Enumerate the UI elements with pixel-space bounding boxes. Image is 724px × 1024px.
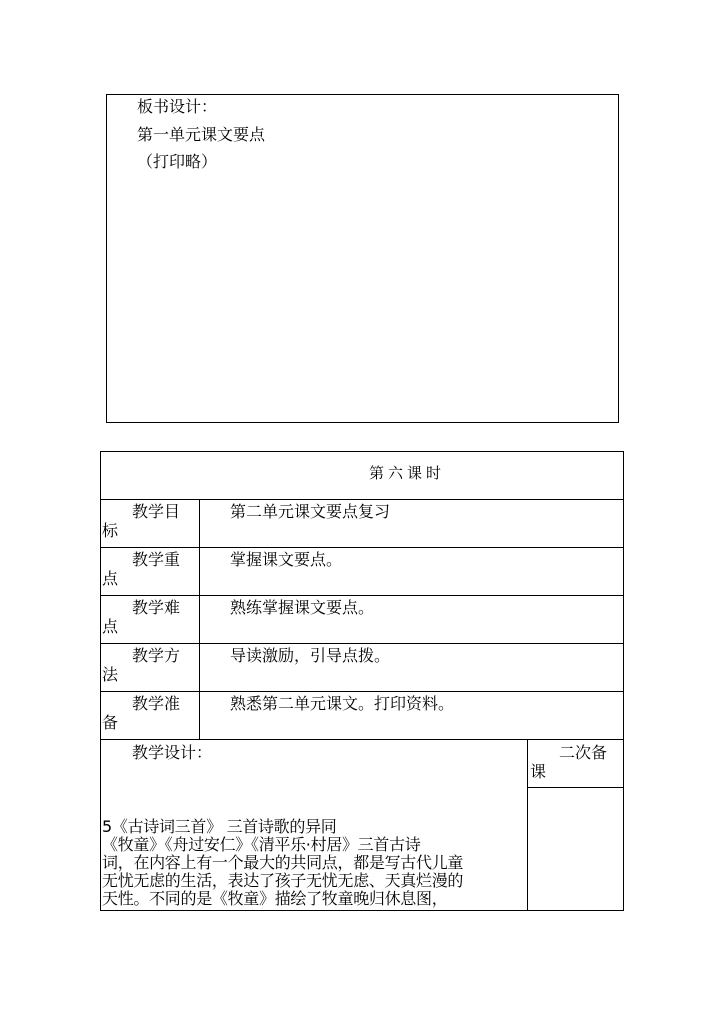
row-content-difficulty: 熟练掌握课文要点。 <box>230 598 375 617</box>
design-text-line: 《牧童》《舟过安仁》《清平乐·村居》三首古诗 <box>102 835 421 854</box>
row-label-preparation-wrap: 备 <box>102 713 119 732</box>
design-text-line: 天性。不同的是《牧童》描绘了牧童晚归休息图， <box>102 889 448 908</box>
row-label-objective-wrap: 标 <box>102 521 119 540</box>
table-rule <box>100 691 624 692</box>
label-column-divider <box>199 499 200 740</box>
secondary-label: 二次备 <box>559 743 608 762</box>
row-label-difficulty: 教学难 <box>132 598 181 617</box>
secondary-header-rule <box>527 787 624 788</box>
table-rule <box>100 547 624 548</box>
row-content-key-point: 掌握课文要点。 <box>230 550 343 569</box>
table-rule <box>100 595 624 596</box>
row-content-objective: 第二单元课文要点复习 <box>230 502 391 521</box>
row-label-objective: 教学目 <box>132 502 181 521</box>
table-rule <box>100 739 624 740</box>
row-label-difficulty-wrap: 点 <box>102 617 119 636</box>
row-label-method-wrap: 法 <box>102 665 119 684</box>
row-label-key-point-wrap: 点 <box>102 569 119 588</box>
secondary-label-wrap: 课 <box>530 762 547 781</box>
row-label-key-point: 教学重 <box>132 550 181 569</box>
design-heading: 教学设计： <box>132 743 213 762</box>
board-design-line1: 第一单元课文要点 <box>137 125 266 144</box>
row-content-method: 导读激励，引导点拨。 <box>230 646 391 665</box>
board-design-line2: （打印略） <box>137 152 218 171</box>
design-text-line: 5《古诗词三首》 三首诗歌的异同 <box>102 817 337 836</box>
row-content-preparation: 熟悉第二单元课文。打印资料。 <box>230 694 455 713</box>
design-text-line: 无忧无虑的生活，表达了孩子无忧无虑、天真烂漫的 <box>102 871 464 890</box>
design-text-line: 词，在内容上有一个最大的共同点，都是写古代儿童 <box>102 853 464 872</box>
table-rule <box>100 499 624 500</box>
board-design-heading: 板书设计： <box>137 97 218 116</box>
row-label-preparation: 教学准 <box>132 694 181 713</box>
secondary-column-divider <box>527 739 528 911</box>
row-label-method: 教学方 <box>132 646 181 665</box>
table-rule <box>100 643 624 644</box>
lesson-title: 第六课时 <box>369 464 446 482</box>
